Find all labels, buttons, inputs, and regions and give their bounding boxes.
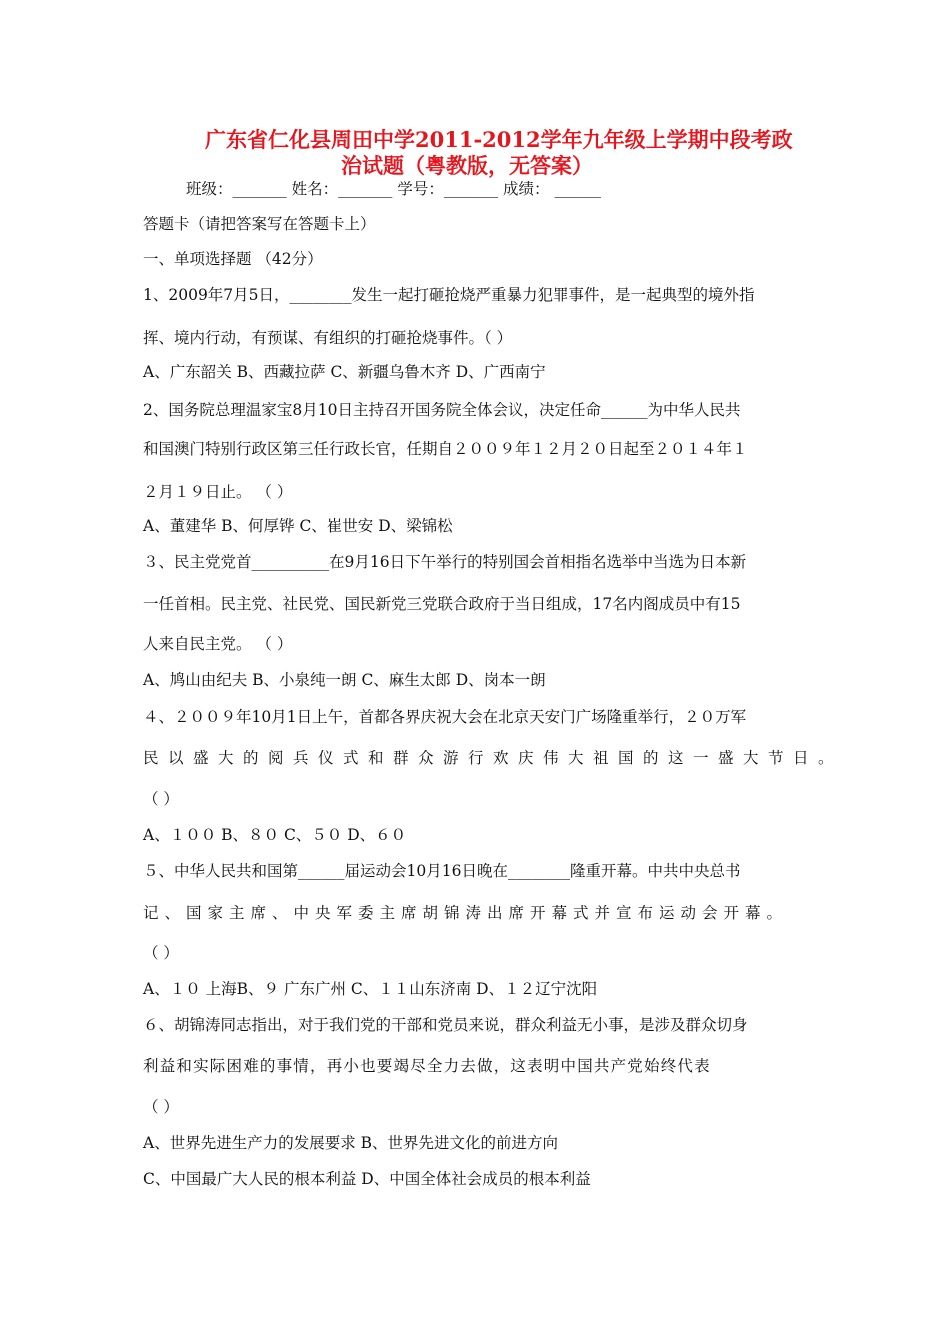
question-5-line2: 记、国家主席、中央军委主席胡锦涛出席开幕式并宣布运动会开幕。 bbox=[143, 904, 789, 922]
question-3-line3: 人来自民主党。 （ ） bbox=[143, 635, 293, 653]
question-5-options: A、１０ 上海B、９ 广东广州 C、１１山东济南 D、１２辽宁沈阳 bbox=[143, 980, 598, 998]
exam-title-line2: 治试题（粤教版，无答案） bbox=[341, 153, 593, 178]
question-1-options: A、广东韶关 B、西藏拉萨 C、新疆乌鲁木齐 D、广西南宁 bbox=[143, 363, 546, 381]
student-info-line: 班级：_______ 姓名：_______ 学号：_______ 成绩： ______ bbox=[186, 180, 601, 198]
question-6-options-2: C、中国最广大人民的根本利益 D、中国全体社会成员的根本利益 bbox=[143, 1170, 591, 1188]
question-4-line1: ４、２００９年10月1日上午，首都各界庆祝大会在北京天安门广场隆重举行，２０万军 bbox=[143, 708, 747, 726]
question-6-line1: ６、胡锦涛同志指出，对于我们党的干部和党员来说，群众利益无小事，是涉及群众切身 bbox=[143, 1016, 748, 1034]
question-5-line3: （ ） bbox=[143, 944, 179, 962]
question-2-options: A、董建华 B、何厚铧 C、崔世安 D、梁锦松 bbox=[143, 517, 453, 535]
question-4-options: A、１００ B、８０ C、５０ D、６０ bbox=[143, 826, 407, 844]
question-6-line3: （ ） bbox=[143, 1098, 179, 1116]
question-4-line2: 民以盛大的阅兵仪式和群众游行欢庆伟大祖国的这一盛大节日。 bbox=[143, 749, 844, 767]
question-1-line1: 1、2009年7月5日，________发生一起打砸抢烧严重暴力犯罪事件，是一起典型的境外指 bbox=[143, 286, 755, 304]
question-6-line2: 利益和实际困难的事情，再小也要竭尽全力去做，这表明中国共产党始终代表 bbox=[143, 1057, 711, 1075]
question-2-line3: ２月１９日止。 （ ） bbox=[143, 483, 293, 501]
question-6-options-1: A、世界先进生产力的发展要求 B、世界先进文化的前进方向 bbox=[143, 1134, 559, 1152]
question-2-line1: 2、国务院总理温家宝8月10日主持召开国务院全体会议，决定任命______为中华人民共 bbox=[143, 401, 741, 419]
question-2-line2: 和国澳门特别行政区第三任行政长官，任期自２００９年１２月２０日起至２０１４年１ bbox=[143, 440, 748, 458]
answer-card-note: 答题卡（请把答案写在答题卡上） bbox=[143, 215, 376, 233]
question-1-line2: 挥、境内行动，有预谋、有组织的打砸抢烧事件。（ ） bbox=[143, 329, 513, 347]
exam-title-line1: 广东省仁化县周田中学2011-2012学年九年级上学期中段考政 bbox=[205, 127, 793, 152]
question-3-line1: ３、民主党党首__________在9月16日下午举行的特别国会首相指名选举中当选为日本新 bbox=[143, 553, 747, 571]
question-3-options: A、鸠山由纪夫 B、小泉纯一朗 C、麻生太郎 D、岗本一朗 bbox=[143, 671, 546, 689]
question-5-line1: ５、中华人民共和国第______届运动会10月16日晚在________隆重开幕。中共中央总书 bbox=[143, 862, 741, 880]
question-3-line2: 一任首相。民主党、社民党、国民新党三党联合政府于当日组成，17名内阁成员中有15 bbox=[143, 595, 741, 613]
question-4-line3: （ ） bbox=[143, 790, 179, 808]
section-heading: 一、单项选择题 （42分） bbox=[143, 250, 323, 268]
